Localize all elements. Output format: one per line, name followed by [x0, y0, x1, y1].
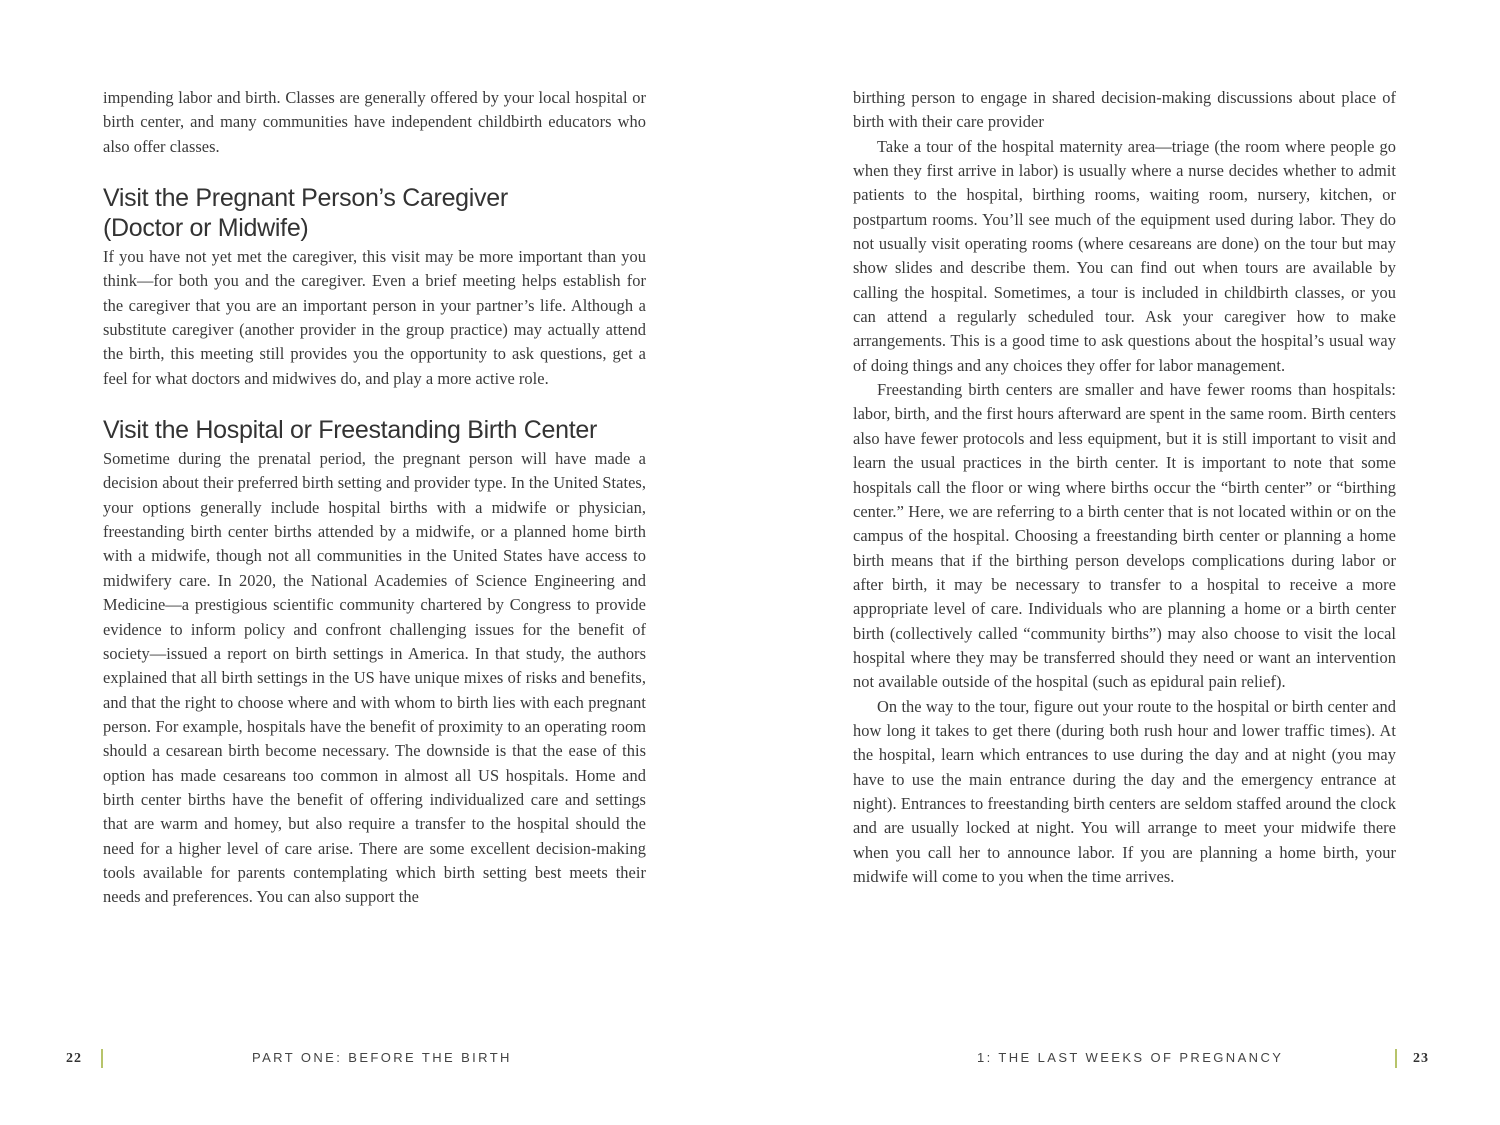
right-footer-divider	[1395, 1049, 1397, 1068]
left-footer-divider	[101, 1049, 103, 1068]
right-page	[853, 86, 1396, 889]
right-paragraph-2: Take a tour of the hospital maternity area—triage (the room where people go when they first arrive in labor) is usually where a nurse decides whether to admit patients to the hospital, birthing rooms, waiting room, nursery, kitchen, or postpartum rooms. You’ll see much of the equipment used during labor. They do not usually visit operating rooms (where cesareans are done) on the tour but may show slides and describe them. You can find out when tours are available by calling the hospital. Sometimes, a tour is included in childbirth classes, or you can attend a regularly scheduled tour. Ask your caregiver how to make arrangements. This is a good time to ask questions about the hospital’s usual way of doing things and any choices they offer for labor management.	[853, 136, 1396, 375]
right-paragraph-4: On the way to the tour, figure out your route to the hospital or birth center and how long it takes to get there (during both rush hour and lower traffic times). At the hospital, learn which entrances to use during the day and at night (you may have to use the main entrance during the day and the emergency entrance at night). Entrances to freestanding birth centers are seldom staffed around the clock and are usually locked at night. You will arrange to meet your midwife there when you call her to announce labor. If you are planning a home birth, your midwife will come to you when the time arrives.	[853, 696, 1396, 886]
hospital-visit-heading: Visit the Hospital or Freestanding Birth Center	[103, 416, 598, 445]
left-paragraph-2: If you have not yet met the caregiver, this visit may be more important than you think—for both you and the caregiver. Even a brief meeting helps establish for the caregiver that you are an important person in your partner’s life. Although a substitute caregiver (another provider in the group practice) may actually attend the birth, this meeting still provides you the opportunity to ask questions, get a feel for what doctors and midwives do, and play a more active role.	[103, 247, 646, 388]
left-paragraph-1: impending labor and birth. Classes are generally offered by your local hospital or birth center, and many communities have independent childbirth educators who also offer classes.	[103, 88, 646, 156]
left-page-number: 22	[66, 1051, 82, 1066]
caregiver-visit-heading-line-1: Visit the Pregnant Person’s Caregiver	[103, 184, 508, 213]
right-paragraph-1: birthing person to engage in shared decision-making discussions about place of birth with their care provider	[853, 88, 1396, 132]
right-paragraph-3: Freestanding birth centers are smaller and have fewer rooms than hospitals: labor, birth, and the first hours afterward are spent in the same room. Birth centers also have fewer protocols and less equipment, but it is still important to visit and learn the usual practices in the birth center. It is important to note that some hospitals call the floor or wing where births occur the “birth center” or “birthing center.” Here, we are referring to a birth center that is not located within or on the campus of the hospital. Choosing a freestanding birth center or planning a home birth means that if the birthing person develops complications during labor or after birth, it may be necessary to transfer to a hospital to receive a more appropriate level of care. Individuals who are planning a home or a birth center birth (collectively called “community births”) may also choose to visit the local hospital where they may be transferred should they need or want an intervention not available outside of the hospital (such as epidural pain relief).	[853, 380, 1396, 692]
left-running-head: PART ONE: BEFORE THE BIRTH	[252, 1050, 512, 1065]
left-paragraph-3: Sometime during the prenatal period, the pregnant person will have made a decision about their preferred birth setting and provider type. In the United States, your options generally include hospital births with a midwife or physician, freestanding birth center births attended by a midwife, or a planned home birth with a midwife, though not all communities in the United States have access to midwifery care. In 2020, the National Academies of Science Engineering and Medicine—a prestigious scientific community chartered by Congress to provide evidence to inform policy and confront challenging issues for the benefit of society—issued a report on birth settings in America. In that study, the authors explained that all birth settings in the US have unique mixes of risks and benefits, and that the right to choose where and with whom to birth lies with each pregnant person. For example, hospitals have the benefit of proximity to an operating room should a cesarean birth become necessary. The downside is that the ease of this option has made cesareans too common in almost all US hospitals. Home and birth center births have the benefit of offering individualized care and settings that are warm and homey, but also require a transfer to the hospital should the need for a higher level of care arise. There are some excellent decision-making tools available for parents contemplating which birth setting best meets their needs and preferences. You can also support the	[103, 449, 646, 907]
caregiver-visit-heading	[103, 183, 646, 243]
left-page	[103, 86, 646, 910]
right-page-number: 23	[1413, 1051, 1429, 1066]
right-running-head: 1: THE LAST WEEKS OF PREGNANCY	[977, 1050, 1284, 1065]
caregiver-visit-heading-line-2: (Doctor or Midwife)	[103, 214, 309, 243]
